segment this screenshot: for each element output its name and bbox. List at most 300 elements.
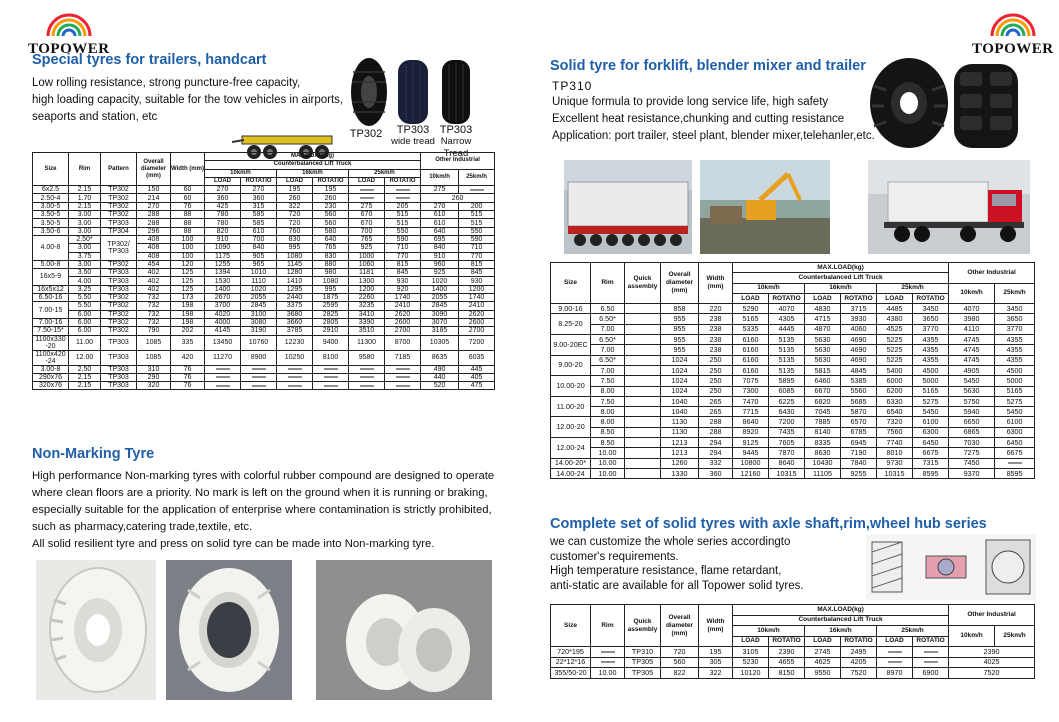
table-cell: 3.00-5: [33, 202, 69, 210]
header-speed-25: 25km/h: [349, 169, 421, 177]
table-cell: 3.50-5: [33, 211, 69, 219]
table-cell: 12.00-24: [551, 438, 591, 459]
table-row: [551, 468, 1035, 478]
truck-trailer-photo: [868, 160, 1030, 254]
table-cell: 205: [385, 202, 421, 210]
table-cell: 5135: [769, 345, 805, 355]
table-row: [551, 335, 1035, 345]
header-rotation: ROTATIO: [841, 293, 877, 303]
table-cell: 815: [459, 260, 495, 268]
table-cell: 2805: [313, 318, 349, 326]
table-cell: 5450: [995, 407, 1035, 417]
table-row: [551, 314, 1035, 324]
table-cell: 4355: [913, 335, 949, 345]
table-cell: 250: [699, 355, 733, 365]
header-pattern: Pattern: [101, 153, 137, 186]
table-cell: 6430: [769, 407, 805, 417]
table-cell: 6000: [877, 376, 913, 386]
table-row: [33, 235, 495, 243]
header-overall: Overall diameter (mm): [137, 153, 171, 186]
table-cell: 198: [171, 318, 205, 326]
table-cell: 3510: [349, 327, 385, 335]
table-row: [33, 269, 495, 277]
table-cell: 2620: [385, 310, 421, 318]
table-cell: 198: [171, 302, 205, 310]
table-cell: 585: [241, 211, 277, 219]
table-cell: 9255: [841, 468, 877, 478]
table-cell: 270: [205, 186, 241, 194]
table-cell: 2.50: [69, 365, 101, 373]
table-row: [551, 365, 1035, 375]
table-cell: 1394: [205, 269, 241, 277]
table-cell: 4485: [877, 304, 913, 314]
header-other-10: 10km/h: [421, 169, 459, 186]
table-cell: [349, 194, 385, 202]
table-cell: 710: [385, 244, 421, 252]
table-cell: [625, 355, 661, 365]
table-cell: 5225: [877, 335, 913, 345]
table-cell: 7840: [841, 458, 877, 468]
table-cell: 8150: [769, 668, 805, 679]
header-quick-assembly: Quick assembly: [625, 263, 661, 304]
table-cell: 765: [349, 235, 385, 243]
table-cell: 335: [171, 335, 205, 350]
table-cell: 2910: [313, 327, 349, 335]
table-cell: 250: [699, 386, 733, 396]
table-cell: 3080: [241, 318, 277, 326]
header-other-10: 10km/h: [949, 283, 995, 304]
table-cell: 955: [661, 335, 699, 345]
table-cell: 5400: [877, 365, 913, 375]
table-cell: 270: [241, 186, 277, 194]
complete-set-section-title: Complete set of solid tyres with axle shaft,rim,wheel hub series: [550, 516, 987, 532]
table-cell: 270: [421, 202, 459, 210]
table-cell: TP303: [101, 373, 137, 381]
table-cell: 610: [241, 227, 277, 235]
table-cell: 6785: [841, 427, 877, 437]
table-cell: 214: [137, 194, 171, 202]
header-other-industrial: Other Industrial: [421, 153, 495, 170]
table-row: [551, 458, 1035, 468]
table-cell: [877, 647, 913, 658]
table-cell: 4355: [995, 335, 1035, 345]
table-cell: 5630: [805, 335, 841, 345]
table-cell: 7315: [913, 458, 949, 468]
table-cell: 420: [171, 350, 205, 365]
table-cell: 5135: [769, 355, 805, 365]
table-cell: 440: [421, 373, 459, 381]
table-cell: 640: [421, 227, 459, 235]
table-cell: TP303: [101, 277, 137, 285]
table-cell: 4500: [995, 365, 1035, 375]
table-cell: 1410: [277, 277, 313, 285]
table-cell: 5135: [769, 365, 805, 375]
tyre-image: [316, 560, 492, 700]
table-cell: 925: [349, 244, 385, 252]
table-cell: 6.50-16: [33, 294, 69, 302]
table-cell: 8640: [733, 417, 769, 427]
table-cell: 288: [699, 417, 733, 427]
table-cell: 790: [137, 327, 171, 335]
table-cell: 6.50*: [591, 355, 625, 365]
table-cell: 2745: [805, 647, 841, 658]
table-cell: 4060: [841, 324, 877, 334]
table-cell: 5750: [949, 396, 995, 406]
table-cell: 6160: [733, 345, 769, 355]
table-cell: 515: [459, 219, 495, 227]
rainbow-icon: [44, 12, 94, 36]
empty-dash: [216, 377, 230, 378]
table-cell: 310: [137, 365, 171, 373]
table-cell: 4000: [205, 318, 241, 326]
table-cell: [625, 365, 661, 375]
trailer-description: Low rolling resistance, strong puncture-free capacity, high loading capacity, suitable for the tow vehicles in airports, seaports and station, etc: [32, 77, 344, 123]
table-cell: 3235: [349, 302, 385, 310]
table-cell: 732: [137, 302, 171, 310]
table-cell: 5225: [877, 355, 913, 365]
table-cell: 1530: [205, 277, 241, 285]
table-cell: 4830: [805, 304, 841, 314]
table-cell: 355/50-20: [551, 668, 591, 679]
table-row: [551, 386, 1035, 396]
table-cell: 2.15: [69, 382, 101, 390]
table-cell: 1400: [205, 285, 241, 293]
table-cell: TP305: [625, 668, 661, 679]
table-cell: 3450: [913, 304, 949, 314]
table-cell: 195: [313, 186, 349, 194]
table-cell: 4845: [841, 365, 877, 375]
table-cell: 3.00-8: [33, 365, 69, 373]
header-speed-10: 10km/h: [205, 169, 277, 177]
table-cell: [625, 345, 661, 355]
table-cell: 294: [699, 448, 733, 458]
empty-dash: [252, 369, 266, 370]
table-cell: 1085: [137, 335, 171, 350]
table-cell: 965: [241, 260, 277, 268]
header-load: LOAD: [877, 293, 913, 303]
table-cell: [625, 396, 661, 406]
table-cell: [877, 657, 913, 668]
table-cell: 322: [277, 202, 313, 210]
table-cell: 6675: [995, 448, 1035, 458]
table-cell: 5870: [841, 407, 877, 417]
table-cell: 1295: [277, 285, 313, 293]
table-cell: 820: [205, 227, 241, 235]
header-overall: Overall diameter (mm): [661, 605, 699, 647]
table-cell: [625, 417, 661, 427]
table-cell: 2390: [769, 647, 805, 658]
table-cell: 4.00: [69, 277, 101, 285]
table-cell: 4355: [995, 355, 1035, 365]
empty-dash: [216, 369, 230, 370]
table-cell: 4355: [913, 345, 949, 355]
table-cell: 6.00: [69, 318, 101, 326]
table-cell: [591, 647, 625, 658]
table-cell: TP303: [101, 219, 137, 227]
table-row: [33, 294, 495, 302]
table-cell: 955: [661, 314, 699, 324]
table-row: [551, 324, 1035, 334]
table-cell: 1260: [661, 458, 699, 468]
table-cell: 880: [313, 260, 349, 268]
table-cell: 13450: [205, 335, 241, 350]
tp302-tyre-photo: [349, 56, 389, 128]
table-cell: 1000: [349, 252, 385, 260]
table-cell: [913, 647, 949, 658]
table-cell: 930: [459, 277, 495, 285]
table-cell: 1175: [205, 252, 241, 260]
header-counterbalanced: Counterbalanced Lift Truck: [205, 161, 421, 169]
table-cell: 1130: [661, 427, 699, 437]
table-cell: TP302: [101, 260, 137, 268]
table-cell: 560: [661, 657, 699, 668]
table-cell: 288: [699, 427, 733, 437]
header-speed-10: 10km/h: [733, 283, 805, 293]
empty-dash: [252, 385, 266, 386]
table-cell: [313, 365, 349, 373]
table-cell: 8.50: [591, 438, 625, 448]
nonmark-tyre-photo-2: [166, 560, 292, 700]
table-cell: TP303: [101, 365, 137, 373]
table-cell: 905: [241, 252, 277, 260]
table-cell: 995: [313, 285, 349, 293]
table-cell: 7320: [877, 417, 913, 427]
table-cell: 1740: [459, 294, 495, 302]
table-cell: 765: [313, 244, 349, 252]
table-cell: 7560: [877, 427, 913, 437]
forklift-tyre-photo-2: [950, 62, 1022, 150]
table-cell: 360: [205, 194, 241, 202]
table-cell: 6160: [733, 335, 769, 345]
table-cell: [277, 382, 313, 390]
table-cell: 12.00: [69, 350, 101, 365]
table-cell: 1020: [421, 277, 459, 285]
empty-dash: [888, 662, 902, 663]
table-cell: 8335: [805, 438, 841, 448]
table-cell: 250: [699, 376, 733, 386]
table-cell: 290: [137, 373, 171, 381]
table-cell: 7.00: [591, 345, 625, 355]
table-cell: 6570: [841, 417, 877, 427]
trailer-spec-table: [32, 152, 495, 390]
table-cell: 5685: [841, 396, 877, 406]
table-cell: 720: [277, 219, 313, 227]
table-cell: [241, 365, 277, 373]
table-cell: 7885: [805, 417, 841, 427]
table-cell: 1740: [385, 294, 421, 302]
table-cell: 8635: [421, 350, 459, 365]
table-cell: 9400: [313, 335, 349, 350]
table-row: [33, 219, 495, 227]
table-cell: 670: [349, 219, 385, 227]
table-cell: 7.00: [591, 365, 625, 375]
table-cell: 10120: [733, 668, 769, 679]
table-cell: 6160: [733, 365, 769, 375]
table-cell: 3785: [277, 327, 313, 335]
table-cell: TP303: [101, 382, 137, 390]
table-cell: 815: [385, 260, 421, 268]
table-cell: 1024: [661, 386, 699, 396]
table-cell: 5230: [733, 657, 769, 668]
table-cell: TP302: [101, 302, 137, 310]
forklift-section-title: Solid tyre for forklift, blender mixer and trailer: [550, 58, 866, 74]
table-cell: 695: [421, 235, 459, 243]
table-row: [33, 211, 495, 219]
table-cell: 4145: [205, 327, 241, 335]
table-cell: 454: [137, 260, 171, 268]
tp303-wide-tyre-photo: [396, 58, 430, 126]
table-cell: 100: [171, 252, 205, 260]
table-cell: 2.15: [69, 186, 101, 194]
table-cell: 3090: [421, 310, 459, 318]
table-cell: 6450: [995, 438, 1035, 448]
table-cell: 125: [171, 277, 205, 285]
table-cell: [625, 376, 661, 386]
table-cell: 10315: [877, 468, 913, 478]
table-cell: TP302: [101, 310, 137, 318]
header-overall: Overall diameter (mm): [661, 263, 699, 304]
table-cell: 9445: [733, 448, 769, 458]
table-cell: 6225: [769, 396, 805, 406]
table-cell: [241, 382, 277, 390]
header-speed-16: 16km/h: [805, 626, 877, 637]
table-cell: 408: [137, 252, 171, 260]
table-cell: 955: [661, 345, 699, 355]
table-cell: 88: [171, 227, 205, 235]
table-cell: 1110: [241, 277, 277, 285]
table-cell: 9550: [805, 668, 841, 679]
truck-image: [868, 160, 1030, 254]
tyre-image: [440, 58, 472, 126]
table-cell: 5225: [877, 345, 913, 355]
table-cell: 4625: [805, 657, 841, 668]
table-cell: 4905: [949, 365, 995, 375]
table-cell: 3715: [841, 304, 877, 314]
forklift-spec-body: [551, 304, 1035, 479]
excavator-photo: [700, 160, 830, 254]
empty-dash: [601, 651, 615, 652]
header-width: Width (mm): [699, 263, 733, 304]
table-cell: 560: [313, 211, 349, 219]
table-cell: 6100: [995, 417, 1035, 427]
table-cell: 60: [171, 194, 205, 202]
table-cell: TP303: [101, 285, 137, 293]
empty-dash: [324, 385, 338, 386]
table-cell: [625, 468, 661, 478]
table-row: [551, 448, 1035, 458]
table-cell: [591, 657, 625, 668]
table-cell: 4445: [769, 324, 805, 334]
table-cell: 2410: [385, 302, 421, 310]
table-cell: 10.00: [591, 458, 625, 468]
table-cell: 10.00-20: [551, 376, 591, 397]
table-row: [551, 304, 1035, 314]
table-cell: 858: [661, 304, 699, 314]
table-cell: 88: [171, 219, 205, 227]
table-cell: 3.25: [69, 285, 101, 293]
table-row: [33, 335, 495, 350]
table-cell: 840: [421, 244, 459, 252]
header-other-10: 10km/h: [949, 626, 995, 647]
table-row: [33, 285, 495, 293]
table-cell: 4655: [769, 657, 805, 668]
table-cell: 1255: [205, 260, 241, 268]
table-cell: 955: [661, 324, 699, 334]
table-cell: 5630: [949, 386, 995, 396]
table-cell: 8.25-20: [551, 314, 591, 335]
table-cell: 9.00-20: [551, 355, 591, 376]
table-cell: 3930: [841, 314, 877, 324]
header-rotation: ROTATIO: [385, 177, 421, 185]
header-load: LOAD: [205, 177, 241, 185]
header-rotation: ROTATIO: [769, 636, 805, 647]
table-cell: 2440: [277, 294, 313, 302]
table-cell: 560: [313, 219, 349, 227]
table-row: [33, 260, 495, 268]
table-cell: 7200: [459, 335, 495, 350]
table-cell: 7740: [877, 438, 913, 448]
table-cell: [385, 373, 421, 381]
table-cell: 515: [385, 219, 421, 227]
table-cell: [385, 365, 421, 373]
table-cell: 10.00: [591, 468, 625, 478]
table-cell: 425: [205, 202, 241, 210]
tyre-image: [349, 56, 389, 128]
nonmark-section-title: Non-Marking Tyre: [32, 446, 155, 462]
table-cell: 202: [171, 327, 205, 335]
table-cell: 230: [313, 202, 349, 210]
table-cell: 5275: [913, 396, 949, 406]
table-cell: 16x5-9: [33, 269, 69, 286]
table-cell: 4525: [877, 324, 913, 334]
table-cell: 5275: [995, 396, 1035, 406]
table-cell: 8595: [995, 468, 1035, 478]
table-cell: 5385: [841, 376, 877, 386]
table-cell: 2055: [241, 294, 277, 302]
table-cell: 710: [459, 244, 495, 252]
table-cell: 6675: [913, 448, 949, 458]
table-cell: 4500: [913, 365, 949, 375]
header-speed-16: 16km/h: [805, 283, 877, 293]
table-cell: 550: [385, 227, 421, 235]
table-cell: 1330: [661, 468, 699, 478]
table-cell: 2845: [421, 302, 459, 310]
table-cell: 260: [277, 194, 313, 202]
table-cell: 6035: [459, 350, 495, 365]
empty-dash: [288, 377, 302, 378]
table-cell: 1213: [661, 448, 699, 458]
table-row: [551, 417, 1035, 427]
table-cell: 322: [699, 668, 733, 679]
header-size: Size: [551, 605, 591, 647]
table-cell: 5165: [733, 314, 769, 324]
table-cell: 2700: [459, 327, 495, 335]
header-width: Width (mm): [699, 605, 733, 647]
table-cell: [625, 458, 661, 468]
table-cell: 4715: [805, 314, 841, 324]
table-cell: 8970: [877, 668, 913, 679]
table-cell: 1300: [349, 277, 385, 285]
table-cell: 8010: [877, 448, 913, 458]
table-cell: 3700: [205, 302, 241, 310]
table-cell: [277, 373, 313, 381]
table-cell: 9730: [877, 458, 913, 468]
rainbow-icon: [988, 12, 1038, 36]
table-cell: 270: [137, 202, 171, 210]
table-cell: [625, 314, 661, 324]
table-cell: 9125: [733, 438, 769, 448]
table-cell: 6200: [877, 386, 913, 396]
